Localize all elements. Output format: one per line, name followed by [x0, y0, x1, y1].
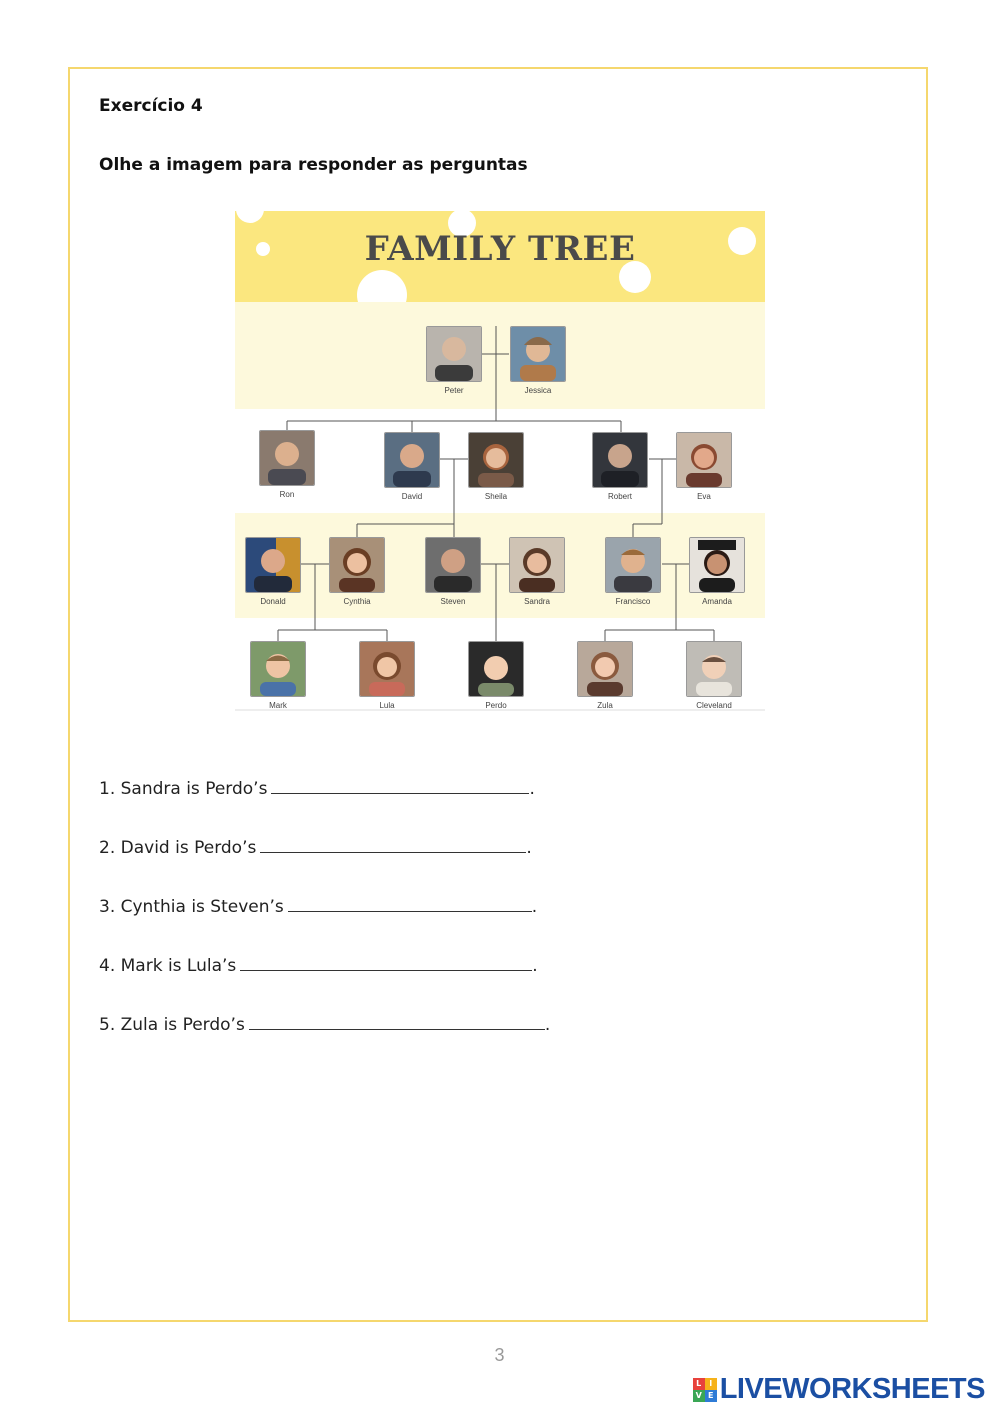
question-4 [99, 956, 538, 976]
question-3 [99, 897, 537, 917]
answer-blank[interactable] [249, 1015, 545, 1030]
question-text: 5. Zula is Perdo’s [99, 1015, 245, 1035]
person-lula [359, 641, 415, 710]
person-perdo [468, 641, 524, 710]
person-name: Cleveland [696, 701, 732, 710]
question-text: 2. David is Perdo’s [99, 838, 257, 858]
person-robert [592, 432, 648, 501]
person-name: David [401, 492, 423, 501]
person-name: Cynthia [343, 597, 371, 606]
person-name: Zula [597, 701, 613, 710]
person-david [384, 432, 440, 501]
person-name: Ron [279, 490, 295, 499]
answer-blank[interactable] [271, 779, 529, 794]
question-end: . [526, 838, 532, 858]
liveworksheets-logo[interactable] [693, 1373, 985, 1406]
person-ron [259, 430, 315, 499]
portrait-photo [509, 537, 565, 593]
question-1 [99, 779, 535, 799]
portrait-photo [359, 641, 415, 697]
person-name: Francisco [615, 597, 651, 606]
portrait-photo [676, 432, 732, 488]
portrait-photo [425, 537, 481, 593]
person-name: Robert [607, 492, 632, 501]
portrait-photo [384, 432, 440, 488]
person-name: Sheila [484, 492, 508, 501]
portrait-photo [426, 326, 482, 382]
question-text: 3. Cynthia is Steven’s [99, 897, 284, 917]
portrait-photo [250, 641, 306, 697]
person-sandra [509, 537, 565, 606]
logo-letter: E [705, 1390, 717, 1402]
portrait-photo [245, 537, 301, 593]
portrait-photo [577, 641, 633, 697]
question-text: 4. Mark is Lula’s [99, 956, 237, 976]
person-eva [676, 432, 732, 501]
logo-letter: V [693, 1390, 705, 1402]
portrait-photo [259, 430, 315, 486]
person-amanda [689, 537, 745, 606]
person-name: Perdo [485, 701, 507, 710]
question-end: . [532, 956, 538, 976]
portrait-photo [592, 432, 648, 488]
person-cynthia [329, 537, 385, 606]
person-mark [250, 641, 306, 710]
person-peter [426, 326, 482, 395]
question-end: . [544, 1015, 551, 1035]
person-sheila [468, 432, 524, 501]
person-name: Eva [697, 492, 711, 501]
family-tree-image [235, 211, 765, 711]
question-2 [99, 838, 532, 858]
person-donald [245, 537, 301, 606]
portrait-photo [689, 537, 745, 593]
logo-letter: L [693, 1378, 705, 1390]
person-cleveland [686, 641, 742, 710]
person-zula [577, 641, 633, 710]
portrait-photo [510, 326, 566, 382]
liveworksheets-logo-icon [693, 1378, 717, 1402]
person-name: Donald [260, 597, 286, 606]
family-tree-title: FAMILY TREE [364, 229, 636, 269]
person-jessica [510, 326, 566, 395]
instruction-text: Olhe a imagem para responder as perguntas [99, 155, 528, 175]
person-name: Peter [444, 386, 464, 395]
logo-letter: I [705, 1378, 717, 1390]
answer-blank[interactable] [240, 956, 532, 971]
answer-blank[interactable] [288, 897, 532, 912]
question-text: 1. Sandra is Perdo’s [99, 779, 268, 799]
person-name: Jessica [524, 386, 552, 395]
exercise-title: Exercício 4 [99, 96, 203, 116]
person-steven [425, 537, 481, 606]
person-francisco [605, 537, 661, 606]
person-name: Amanda [702, 597, 732, 606]
person-name: Lula [379, 701, 395, 710]
portrait-photo [468, 432, 524, 488]
question-end: . [531, 897, 538, 917]
portrait-photo [329, 537, 385, 593]
page-number: 3 [494, 1345, 505, 1365]
person-name: Sandra [524, 597, 550, 606]
liveworksheets-wordmark: LIVEWORKSHEETS [719, 1373, 985, 1405]
question-5 [99, 1015, 550, 1035]
portrait-photo [468, 641, 524, 697]
question-end: . [529, 779, 535, 799]
person-name: Steven [440, 597, 466, 606]
portrait-photo [686, 641, 742, 697]
answer-blank[interactable] [260, 838, 526, 853]
person-name: Mark [269, 701, 287, 710]
portrait-photo [605, 537, 661, 593]
